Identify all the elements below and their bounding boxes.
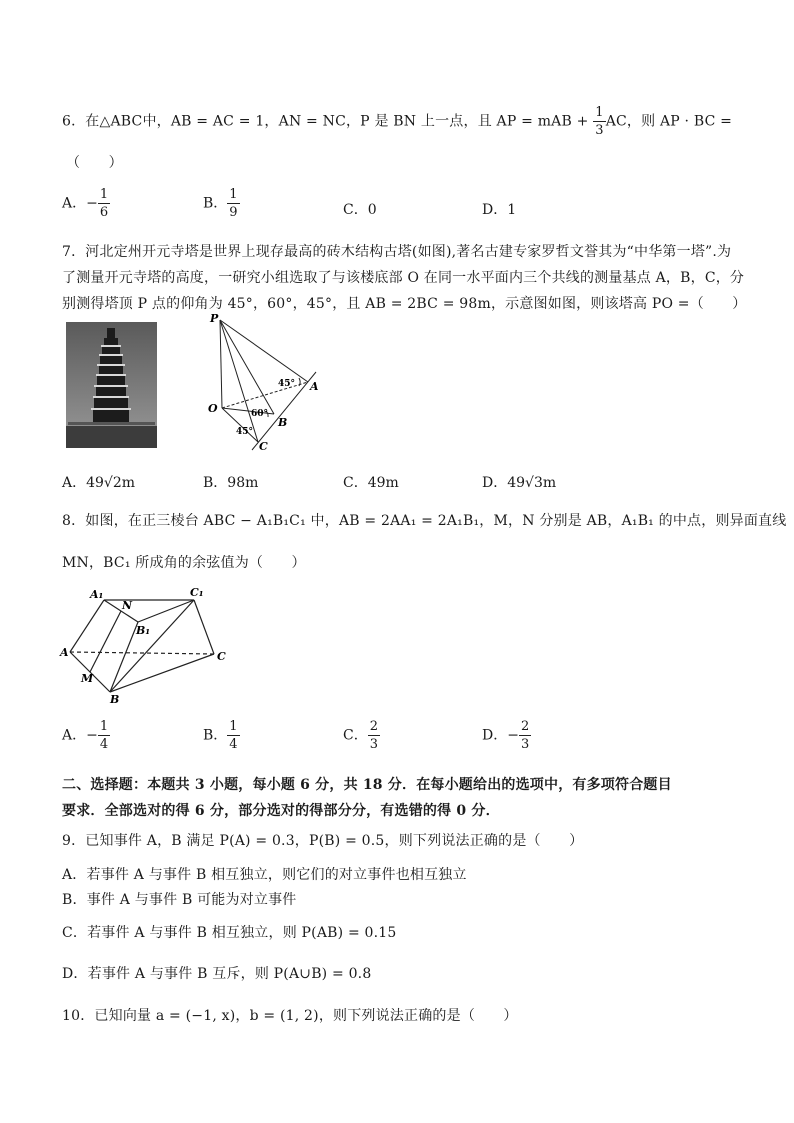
q6-blank: （ ） [66,155,123,171]
label-c: C [259,440,268,453]
label-m: M [81,672,94,685]
angle-label-a: 45° [278,379,296,389]
q9-option-c: C．若事件 A 与事件 B 相互独立，则 P(AB) = 0.15 [62,925,397,941]
q8-option-a: A．− $\frac{1}{4}$ [62,719,109,752]
q8-line1: 8．如图，在正三棱台 ABC − A₁B₁C₁ 中，AB = 2AA₁ = 2A₁B₁，M，N 分别是 AB，A₁B₁ 的中点，则异面直线 [62,513,787,529]
pagoda-illustration [66,322,157,448]
edge-aa1 [70,600,104,652]
label-b1: B₁ [136,624,151,637]
q9-stem: 9．已知事件 A，B 满足 P(A) = 0.3，P(B) = 0.5，则下列说法正确的是（ ） [62,833,584,849]
angle-a-mark [299,378,300,386]
q9-option-d: D．若事件 A 与事件 B 互斥，则 P(A∪B) = 0.8 [62,966,372,982]
label-a1: A₁ [90,588,104,601]
angle-label-c: 45° [236,427,254,437]
q6-fraction: $\frac{1}{3}$ [595,105,604,138]
q6-option-c: C．0 [343,202,377,218]
q7-option-d: D．49√3m [482,475,557,491]
label-a: A [310,380,319,393]
q8-option-c: C． $\frac{2}{3}$ [343,719,378,752]
edge-bc [110,654,214,692]
q7-option-a: A．49√2m [62,475,136,491]
line-oa [222,382,308,408]
section2-line2: 要求．全部选对的得 6 分，部分选对的得部分分，有选错的得 0 分． [62,803,500,819]
q6-stem [62,106,732,137]
q8-option-b: B． $\frac{1}{4}$ [203,719,238,752]
label-p: P [210,312,219,325]
tower-diagram [196,310,326,458]
q7-option-c: C．49m [343,475,399,491]
q10-stem: 10．已知向量 a = (−1, x)，b = (1, 2)，则下列说法正确的是（ ） [62,1008,518,1024]
q9-option-a: A．若事件 A 与事件 B 相互独立，则它们的对立事件也相互独立 [62,867,467,883]
q6-stem-end: AC，则 AP · BC = [605,113,733,130]
edge-cc1 [194,600,214,654]
q6-option-d: D．1 [482,202,517,218]
q8-option-d: D．− $\frac{2}{3}$ [482,719,530,752]
q7-line3: 别测得塔顶 P 点的仰角为 45°，60°，45°，且 AB = 2BC = 98m，示意图如图，则该塔高 PO =（ ） [62,296,747,312]
pole-po [220,320,222,408]
q6-stem-text: 6．在△ABC中，AB = AC = 1，AN = NC，P 是 BN 上一点，且 AP = mAB + [62,113,594,130]
frustum-diagram [58,584,238,706]
q6-option-b: B． $\frac{1}{9}$ [203,187,238,220]
label-c1: C₁ [190,586,204,599]
label-a: A [60,646,69,659]
q9-option-b: B．事件 A 与事件 B 可能为对立事件 [62,892,297,908]
line-pb [220,320,274,414]
label-b: B [110,693,120,706]
angle-label-b: 60° [251,409,269,419]
pagoda-photo [66,322,157,448]
label-o: O [208,402,218,415]
label-n: N [122,599,133,612]
q8-line2: MN，BC₁ 所成角的余弦值为（ ） [62,555,306,571]
edge-ac [70,652,214,654]
segment-mn [90,611,121,672]
edge-bb1 [110,622,138,692]
label-b: B [278,416,288,429]
label-c: C [217,650,226,663]
section2-line1: 二、选择题：本题共 3 小题，每小题 6 分，共 18 分．在每小题给出的选项中，有多项符合题目 [62,777,672,793]
q6-option-a: A．− $\frac{1}{6}$ [62,187,109,220]
segment-bc1 [110,600,194,692]
q7-line1: 7．河北定州开元寺塔是世界上现存最高的砖木结构古塔(如图),著名古建专家罗哲文誉其为“中华第一塔”.为 [62,244,732,260]
edge-b1c1 [138,600,194,622]
line-pa [220,320,308,382]
q7-line2: 了测量开元寺塔的高度，一研究小组选取了与该楼底部 O 在同一水平面内三个共线的测量基点 A，B，C，分 [62,270,745,286]
q7-option-b: B．98m [203,475,259,491]
